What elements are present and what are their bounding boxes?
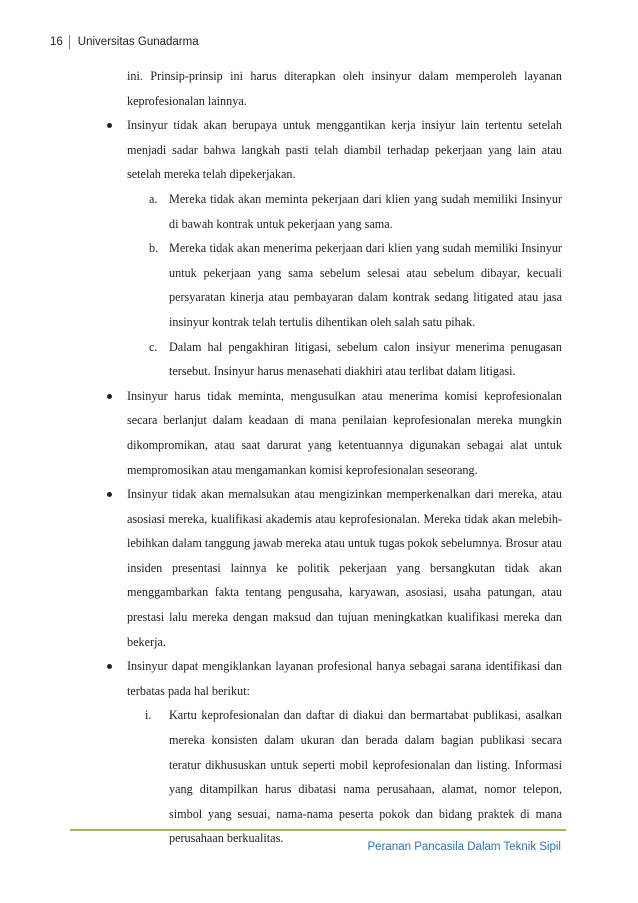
sub-item-text: Kartu keprofesionalan dan daftar di diakui dan bermartabat publikasi, asalkan mereka konsisten dalam ukuran dan berada dalam bagian publikasi secara teratur dikhususkan untuk seperti mobil keprofesionalan dan listing. Informasi yang ditampilkan harus dibatasi nama perusahaan, alamat, nomor telepon, simbol yang sesuai, nama-nama peserta pokok dan bidang praktek di mana perusahaan berkualitas.: [169, 708, 562, 846]
bullet-text: Insinyur dapat mengiklankan layanan profesional hanya sebagai sarana identifikasi dan terbatas pada hal berikut:: [127, 659, 562, 698]
continuation-paragraph: ini. Prinsip-prinsip ini harus diterapkan oleh insinyur dalam memperoleh layanan keprofesionalan lainnya.: [127, 69, 562, 108]
page-number: 16: [50, 36, 63, 48]
sub-item-label: b.: [149, 241, 159, 256]
bullet-text: Insinyur tidak akan memalsukan atau mengizinkan memperkenalkan dari mereka, atau asosiasi mereka, kualifikasi akademis atau keprofesionalan. Mereka tidak akan melebih-lebihkan dalam tanggung jawab mereka atau untuk tugas pokok sebelumnya. Brosur atau insiden presentasi lainnya ke politik pekerjaan yang bersangkutan tidak akan menggambarkan fakta tentang pengusaha, karyawan, asosiasi, usaha patungan, atau prestasi lalu mereka dengan maksud dan tujuan meningkatkan kualifikasi mereka dan bekerja.: [127, 487, 562, 649]
sub-item-text: Mereka tidak akan meminta pekerjaan dari klien yang sudah memiliki Insinyur di bawah kontrak untuk pekerjaan yang sama.: [169, 191, 562, 231]
sub-item-text: Dalam hal pengakhiran litigasi, sebelum calon insiyur menerima penugasan tersebut. Insinyur harus menasehati diakhiri atau terlibat dalam litigasi.: [169, 339, 562, 379]
page-header: [50, 35, 199, 49]
bullet-icon: [107, 492, 112, 497]
sub-item: [92, 335, 562, 384]
sub-item: [92, 236, 562, 334]
bullet-icon: [107, 664, 112, 669]
bullet-item: [92, 482, 562, 654]
bullet-text: Insinyur harus tidak meminta, mengusulkan atau menerima komisi keprofesionalan secara berlanjut dalam keadaan di mana penilaian keprofesionalan mereka mungkin dikompromikan, atau saat darurat yang ketentuannya digunakan sebagai alat untuk mempromosikan atau mengamankan komisi keprofesionalan seseorang.: [127, 388, 562, 477]
bullet-item: [92, 384, 562, 482]
sub-item-text: Mereka tidak akan menerima pekerjaan dari klien yang sudah memiliki Insinyur untuk pekerjaan yang sama sebelum selesai atau sebelum dibayar, kecuali persyaratan kinerja atau pembayaran dalam kontrak sedang litigated atau jasa insinyur kontrak telah tertulis dihentikan oleh salah satu pihak.: [169, 241, 562, 329]
bullet-text: Insinyur tidak akan berupaya untuk menggantikan kerja insiyur lain tertentu setelah menjadi sadar bahwa langkah pasti telah diambil terhadap pekerjaan yang lain atau setelah mereka telah dipekerjakan.: [127, 118, 562, 182]
institution-name: Universitas Gunadarma: [77, 36, 199, 48]
sub-item-label: a.: [149, 191, 158, 206]
footer-book-title: Peranan Pancasila Dalam Teknik Sipil: [367, 841, 561, 853]
header-divider: [69, 35, 70, 49]
sub-item: [92, 187, 562, 236]
bullet-icon: [107, 394, 112, 399]
footer-rule: [70, 829, 566, 831]
bullet-item: [92, 654, 562, 703]
sub-item-label: c.: [149, 339, 158, 354]
bullet-item: [92, 113, 562, 187]
bullet-icon: [107, 123, 112, 128]
sub-item-label: i.: [145, 708, 152, 723]
page-body: [92, 64, 562, 851]
